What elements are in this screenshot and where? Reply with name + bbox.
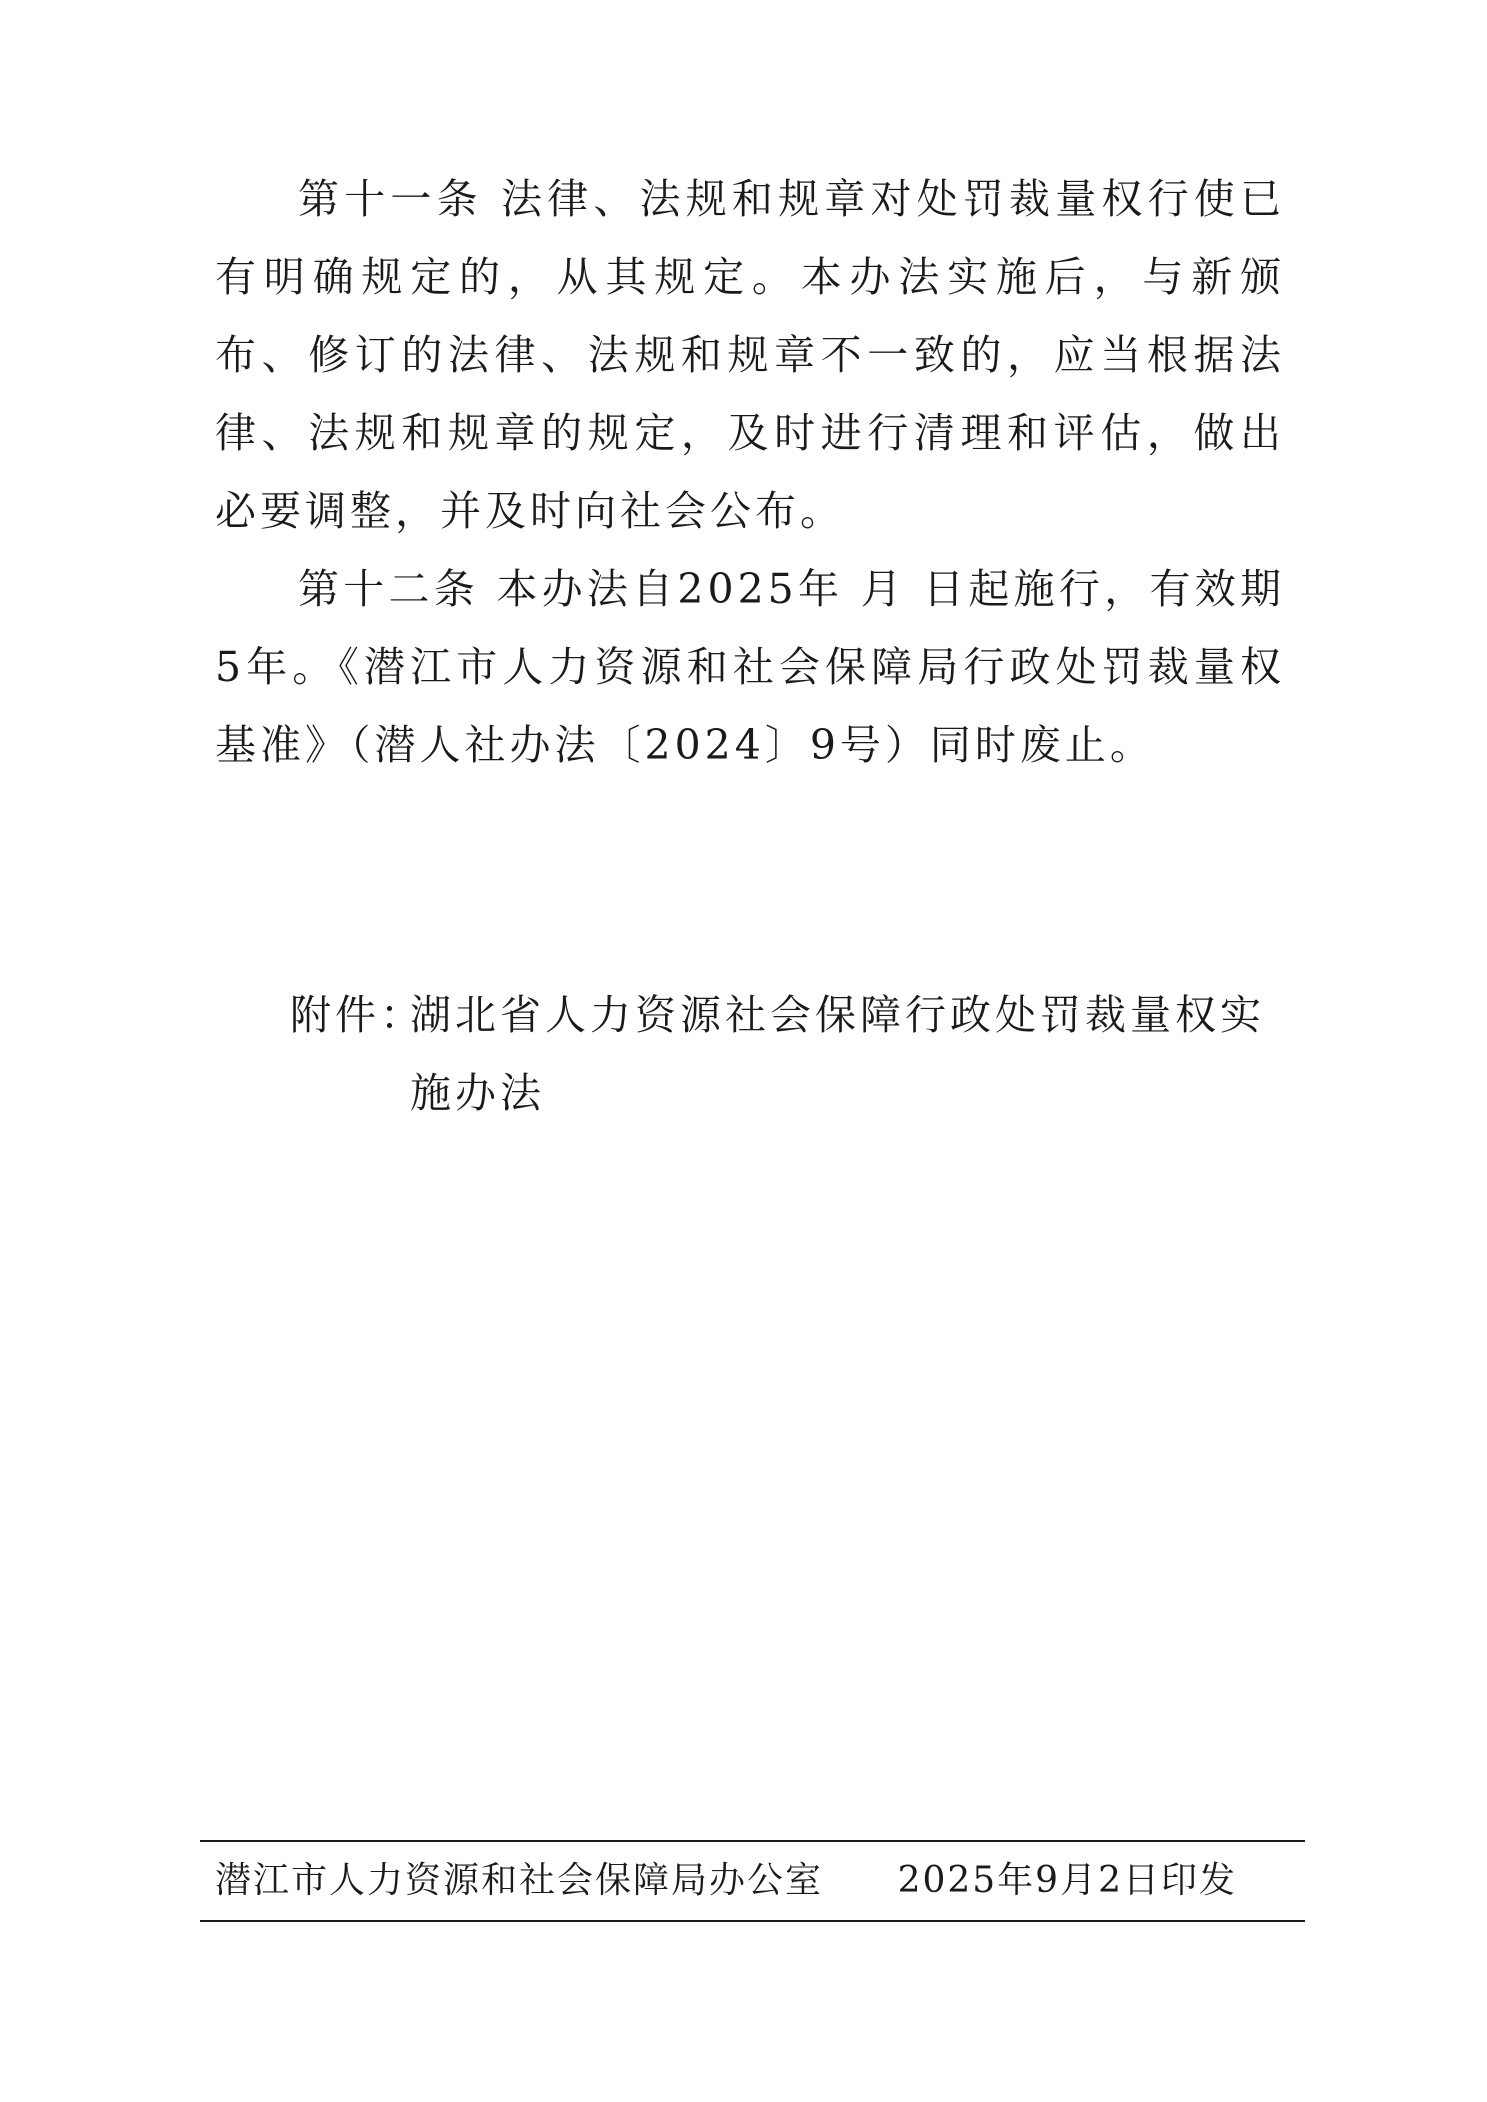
footer-issuer: 潜江市人力资源和社会保障局办公室 (215, 1860, 824, 1901)
footer-top-rule (200, 1840, 1305, 1842)
attachment-label: 附件： (290, 991, 425, 1039)
article-12-paragraph: 第十二条 本办法自2025年 月 日起施行，有效期5年。《潜江市人力资源和社会保障局行政处罚裁量权基准》（潜人社办法〔2024〕9号）同时废止。 (215, 565, 1285, 769)
document-body (215, 160, 1285, 784)
article-11-paragraph: 第十一条 法律、法规和规章对处罚裁量权行使已有明确规定的，从其规定。本办法实施后，与新颁布、修订的法律、法规和规章不一致的，应当根据法律、法规和规章的规定，及时进行清理和评估，做出必要调整，并及时向社会公布。 (215, 175, 1285, 535)
footer-issue-date: 2025年9月2日印发 (897, 1860, 1237, 1901)
footer-bottom-rule (200, 1920, 1305, 1922)
attachment-title: 湖北省人力资源社会保障行政处罚裁量权实施办法 (410, 991, 1265, 1117)
